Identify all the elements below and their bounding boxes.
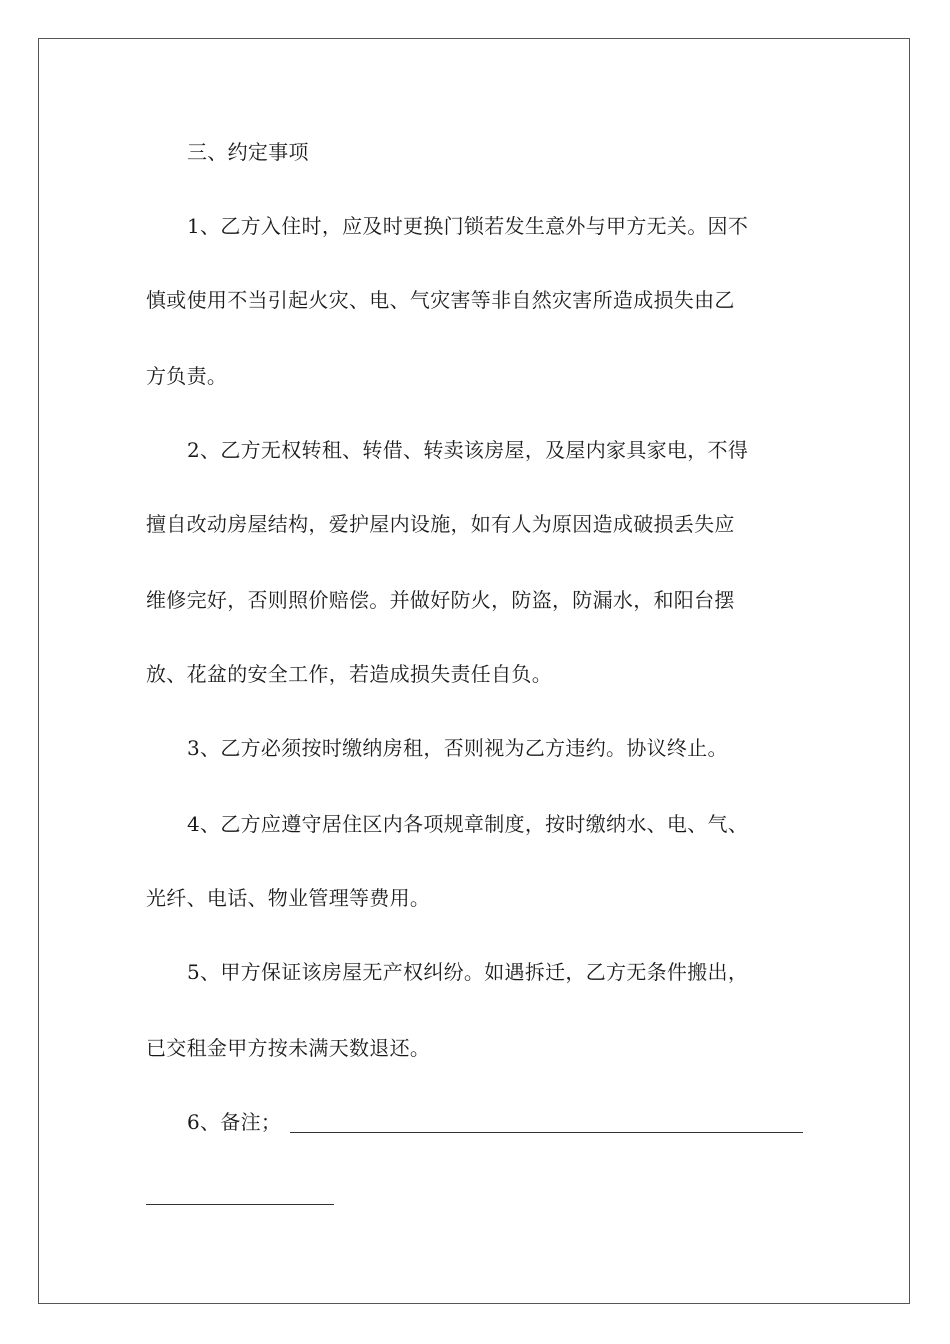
- section-heading: 三、约定事项: [187, 140, 309, 164]
- note-blank-line-continued: [146, 1204, 334, 1205]
- clause-2-line-4: 放、花盆的安全工作，若造成损失责任自负。: [146, 662, 552, 686]
- clause-2-line-2: 擅自改动房屋结构，爱护屋内设施，如有人为原因造成破损丢失应: [146, 512, 735, 536]
- clause-4-line-1: 4、乙方应遵守居住区内各项规章制度，按时缴纳水、电、气、: [187, 812, 749, 836]
- clause-5-line-1: 5、甲方保证该房屋无产权纠纷。如遇拆迁，乙方无条件搬出，: [187, 960, 749, 984]
- clause-5-line-2: 已交租金甲方按未满天数退还。: [146, 1036, 431, 1060]
- clause-1-line-3: 方负责。: [146, 364, 228, 388]
- clause-2-line-3: 维修完好，否则照价赔偿。并做好防火，防盗，防漏水，和阳台摆: [146, 588, 735, 612]
- clause-3-line-1: 3、乙方必须按时缴纳房租，否则视为乙方违约。协议终止。: [187, 736, 728, 760]
- note-label: 6、备注；: [187, 1110, 282, 1134]
- clause-4-line-2: 光纤、电话、物业管理等费用。: [146, 886, 431, 910]
- clause-1-line-2: 慎或使用不当引起火灾、电、气灾害等非自然灾害所造成损失由乙: [146, 288, 735, 312]
- clause-2-line-1: 2、乙方无权转租、转借、转卖该房屋，及屋内家具家电，不得: [187, 438, 749, 462]
- clause-1-line-1: 1、乙方入住时，应及时更换门锁若发生意外与甲方无关。因不: [187, 214, 749, 238]
- note-blank-line: [290, 1132, 803, 1133]
